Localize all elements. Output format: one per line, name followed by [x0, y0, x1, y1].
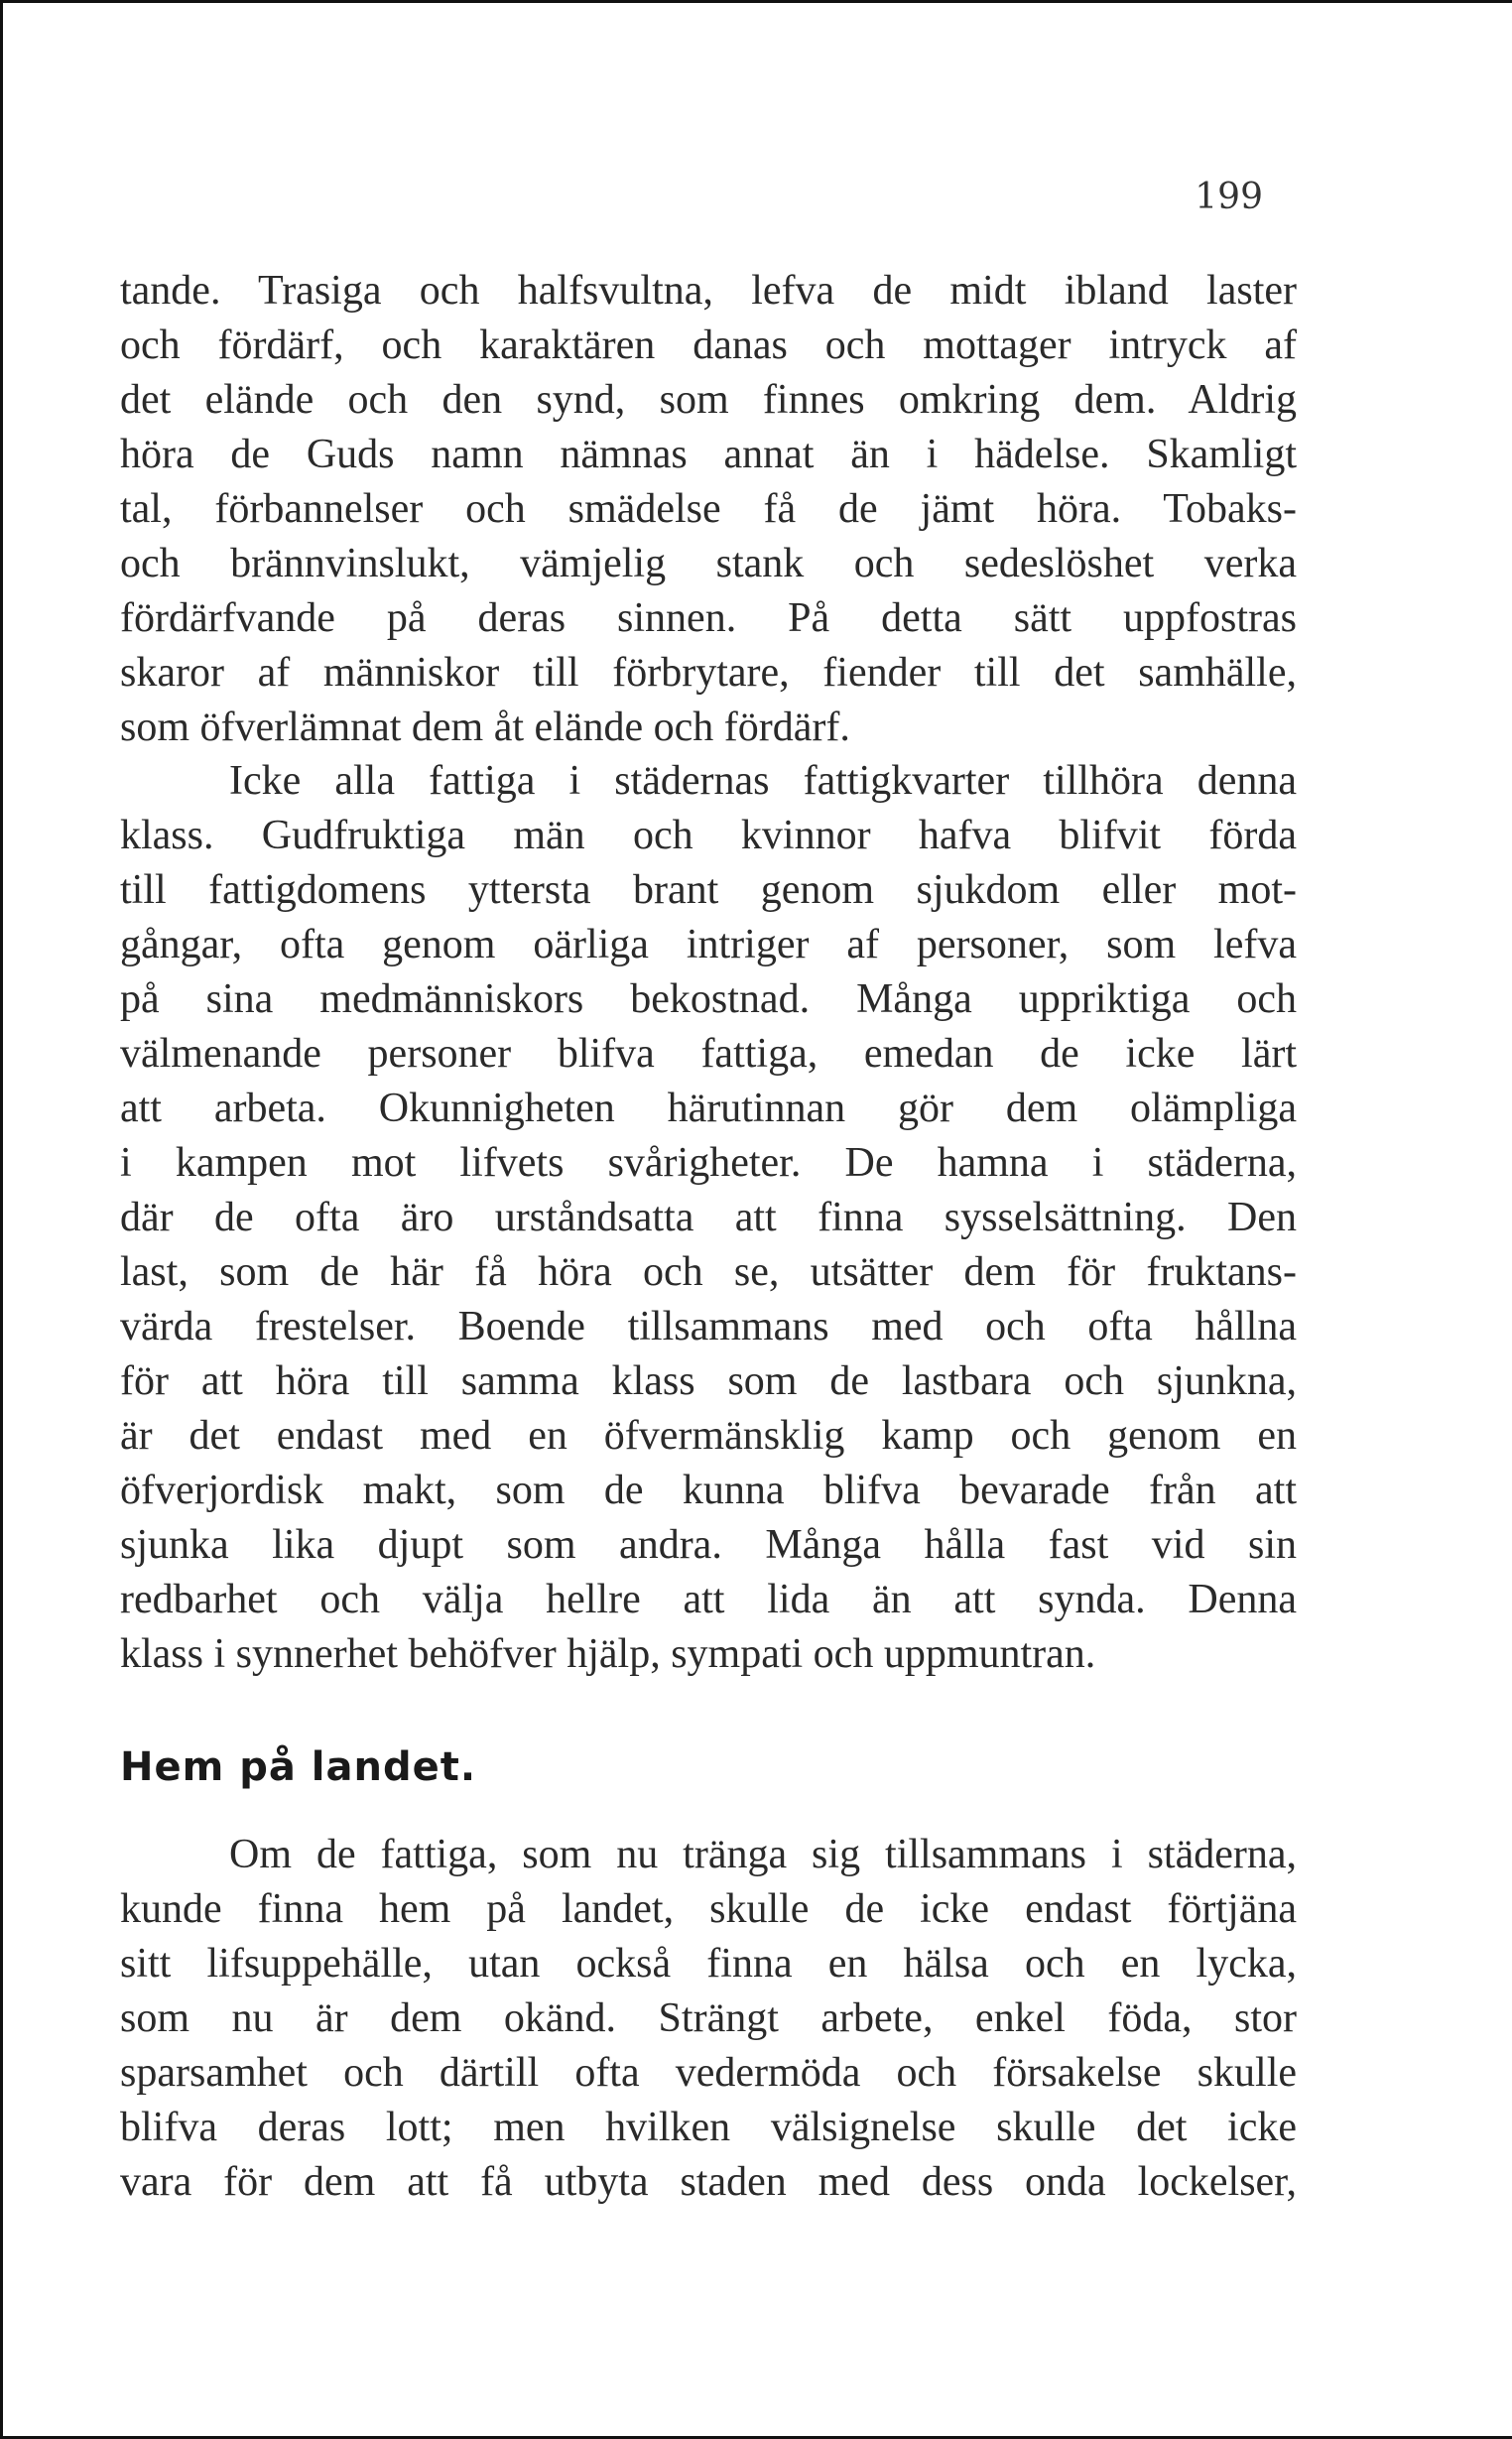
text-line: värda frestelser. Boende tillsammans med och ofta hållna [120, 1304, 1297, 1349]
text-line: last, som de här få höra och se, utsätter dem för fruktans- [120, 1249, 1297, 1295]
text-line: klass. Gudfruktiga män och kvinnor hafva blifvit förda [120, 813, 1297, 858]
text-line: och fördärf, och karaktären danas och mottager intryck af [120, 322, 1297, 368]
text-line: vara för dem att få utbyta staden med dess onda lockelser, [120, 2159, 1297, 2205]
text-line: som nu är dem okänd. Strängt arbete, enkel föda, stor [120, 1995, 1297, 2041]
text-line: höra de Guds namn nämnas annat än i hädelse. Skamligt [120, 432, 1297, 477]
text-line: att arbeta. Okunnigheten härutinnan gör dem olämpliga [120, 1086, 1297, 1131]
text-line: tal, förbannelser och smädelse få de jämt höra. Tobaks- [120, 486, 1297, 532]
text-line: på sina medmänniskors bekostnad. Många uppriktiga och [120, 976, 1297, 1022]
text-line: blifva deras lott; men hvilken välsignelse skulle det icke [120, 2105, 1297, 2150]
text-line: det elände och den synd, som finnes omkring dem. Aldrig [120, 377, 1297, 423]
text-line: skaror af människor till förbrytare, fiender till det samhälle, [120, 650, 1297, 696]
text-line: fördärfvande på deras sinnen. På detta sätt uppfostras [120, 595, 1297, 641]
text-line: kunde finna hem på landet, skulle de icke endast förtjäna [120, 1886, 1297, 1932]
text-line: och brännvinslukt, vämjelig stank och sedeslöshet verka [120, 541, 1297, 586]
paragraph-3 [120, 1828, 1297, 2210]
text-line: för att höra till samma klass som de lastbara och sjunkna, [120, 1358, 1297, 1404]
text-line: Icke alla fattiga i städernas fattigkvarter tillhöra denna [229, 758, 1297, 804]
text-line: gångar, ofta genom oärliga intriger af personer, som lefva [120, 922, 1297, 967]
page-number: 199 [1195, 177, 1263, 217]
text-line: där de ofta äro urståndsatta att finna sysselsättning. Den [120, 1195, 1297, 1240]
text-line: i kampen mot lifvets svårigheter. De hamna i städerna, [120, 1140, 1297, 1186]
section-heading: Hem på landet. [120, 1744, 477, 1790]
text-line: är det endast med en öfvermänsklig kamp och genom en [120, 1413, 1297, 1459]
text-line: sitt lifsuppehälle, utan också finna en hälsa och en lycka, [120, 1941, 1297, 1987]
paragraph-2 [120, 754, 1297, 1682]
text-line: sparsamhet och därtill ofta vedermöda och försakelse skulle [120, 2050, 1297, 2096]
text-line: som öfverlämnat dem åt elände och fördärf. [120, 705, 850, 750]
text-line: välmenande personer blifva fattiga, emedan de icke lärt [120, 1031, 1297, 1077]
text-line: sjunka lika djupt som andra. Många hålla fast vid sin [120, 1522, 1297, 1568]
paragraph-1 [120, 264, 1297, 755]
text-line: klass i synnerhet behöfver hjälp, sympati och uppmuntran. [120, 1631, 1096, 1677]
text-line: Om de fattiga, som nu tränga sig tillsammans i städerna, [229, 1832, 1297, 1877]
text-line: öfverjordisk makt, som de kunna blifva bevarade från att [120, 1468, 1297, 1513]
text-line: till fattigdomens yttersta brant genom sjukdom eller mot- [120, 867, 1297, 913]
text-line: redbarhet och välja hellre att lida än att synda. Denna [120, 1577, 1297, 1622]
text-line: tande. Trasiga och halfsvultna, lefva de midt ibland laster [120, 268, 1297, 314]
